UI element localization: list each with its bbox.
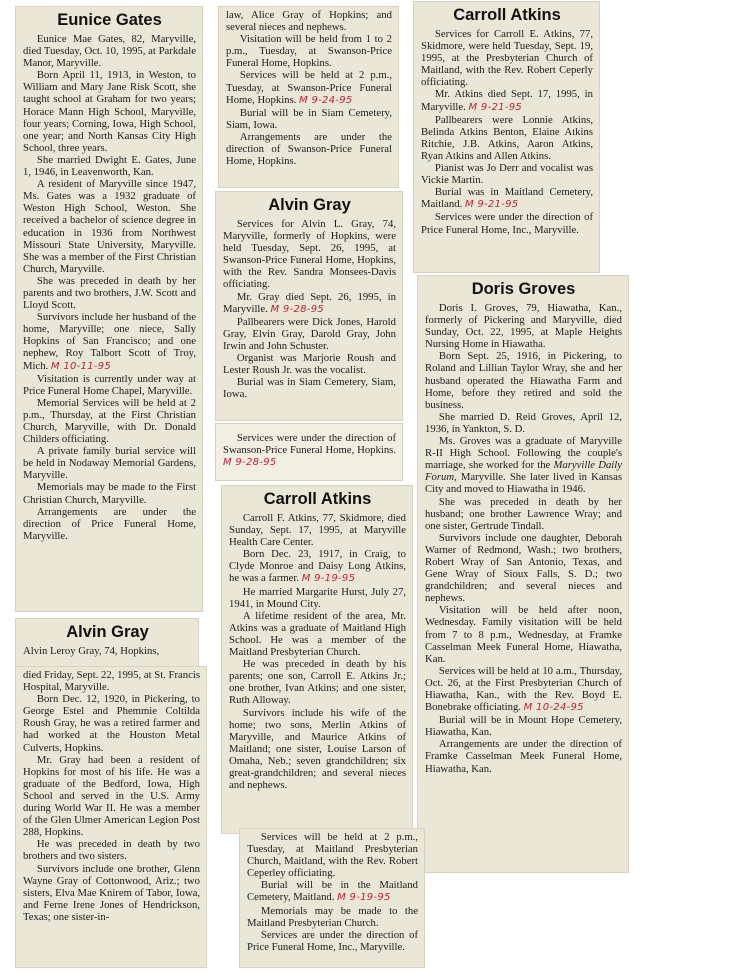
paragraph — [247, 879, 418, 904]
paragraph: She was preceded in death by her parents and two brothers, J.W. Scott and Lloyd Scott. — [23, 274, 196, 312]
paragraph: Visitation is currently under way at Price Funeral Home Chapel, Maryville. — [23, 372, 196, 397]
paragraph-text: Mr. Gray died Sept. 26, 1995, in Maryville. — [223, 290, 396, 315]
paragraph: She married Dwight E. Gates, June 1, 1946, in Leavenworth, Kan. — [23, 153, 196, 179]
paragraph: Services will be held at 2 p.m., Tuesday, at Maitland Presbyterian Church, Maitland, with the Rev. Robert Ceperley officiating. — [247, 831, 418, 880]
paragraph: He was preceded in death by two brothers and two sisters. — [23, 838, 200, 863]
obituary-carroll-atkins — [222, 486, 412, 833]
obituary-title: Carroll Atkins — [263, 490, 372, 508]
obituary-carroll-atkins-continuation — [240, 829, 424, 967]
paragraph-text: Burial was in Maitland Cemetery, Maitland. — [421, 186, 593, 211]
paragraph: Visitation will be held after noon, Wednesday. Family visitation will be held from 7 to 8 p.m., Wednesday, at Framke Casselman Meek Funeral Home, Hiawatha, Kan. — [425, 604, 622, 665]
paragraph-text: Ms. Groves was a graduate of Maryville R-II High School. Following the couple's marriage, she worked for the — [425, 435, 622, 472]
paragraph-text: Born Dec. 23, 1917, in Craig, to Clyde Monroe and Daisy Long Atkins, he was a farmer. — [229, 548, 406, 585]
obituary-title: Eunice Gates — [57, 11, 162, 29]
handwritten-date-note: M 9-28-95 — [223, 457, 277, 469]
paragraph: Services for Alvin L. Gray, 74, Maryville, formerly of Hopkins, were held Tuesday, Sept. 26, 1995, at Swanson-Price Funeral Home, Hopkins, with the Rev. Sandra Monsees-Davis officiating. — [223, 218, 396, 291]
paragraph — [223, 291, 396, 316]
paragraph: Arrangements are under the direction of Price Funeral Home, Maryville. — [23, 505, 196, 542]
paragraph: Memorials may be made to the Maitland Presbyterian Church. — [247, 904, 418, 929]
paragraph: Carroll F. Atkins, 77, Skidmore, died Sunday, Sept. 17, 1995, at Maryville Health Care Center. — [229, 512, 406, 549]
obituary-title: Alvin Gray — [268, 196, 351, 214]
paragraph-text: , Maryville. She later lived in Kansas City and moved to Hiawatha in 1946. — [425, 471, 622, 496]
paragraph: Memorials may be made to the First Christian Church, Maryville. — [23, 481, 196, 506]
paragraph: Survivors include one brother, Glenn Wayne Gray of Cottonwood, Ariz.; two sisters, Elva Mae Knirem of Tabor, Iowa, and Ferne Irene Jones of Hendrickson, Texas; one sister-in- — [23, 862, 200, 923]
paragraph: She married D. Reid Groves, April 12, 1936, in Yankton, S. D. — [425, 410, 622, 435]
obituary-alvin-gray-continuation — [219, 7, 398, 187]
paragraph: She was preceded in death by her husband; one brother Lawrence Wray; and one sister, Gertrude Tindall. — [425, 495, 622, 532]
handwritten-date-note: M 9-19-95 — [337, 892, 391, 904]
paragraph: He married Margarite Hurst, July 27, 1941, in Mound City. — [229, 585, 406, 610]
paragraph: Services were under the direction of Price Funeral Home, Inc., Maryville. — [421, 211, 593, 236]
paragraph: A lifetime resident of the area, Mr. Atkins was a graduate of Maitland High School. He was a member of the Maitland Presbyterian Church. — [229, 609, 406, 659]
paragraph: Organist was Marjorie Roush and Lester Roush Jr. was the vocalist. — [223, 352, 396, 377]
paragraph — [425, 435, 622, 495]
obituary-carroll-atkins-services — [414, 2, 599, 272]
paragraph: Memorial Services will be held at 2 p.m., Thursday, at the First Christian Church, Maryville, with Dr. Donald Childers officiating. — [23, 396, 196, 446]
paragraph: Alvin Leroy Gray, 74, Hopkins, — [23, 645, 160, 657]
paragraph: law, Alice Gray of Hopkins; and several nieces and nephews. — [226, 9, 392, 34]
paragraph — [226, 69, 392, 106]
paragraph: Doris I. Groves, 79, Hiawatha, Kan., formerly of Pickering and Maryville, died Sunday, Oct. 22, 1995, at Maple Heights Nursing Home in Hiawatha. — [425, 302, 622, 351]
handwritten-date-note: M 10-24-95 — [523, 702, 584, 714]
paragraph — [23, 311, 196, 372]
obituary-title: Carroll Atkins — [453, 6, 561, 24]
obituary-eunice-gates — [16, 7, 202, 611]
paragraph: Eunice Mae Gates, 82, Maryville, died Tuesday, Oct. 10, 1995, at Parkdale Manor, Maryville. — [23, 33, 196, 70]
paragraph: Survivors include one daughter, Deborah Warner of Redmond, Wash.; two brothers, Robert Wray of San Antonio, Texas, and Gene Wray of Sioux Falls, S. D.; two grandchildren; and several nieces and nephews. — [425, 531, 622, 605]
obituary-alvin-gray — [16, 667, 206, 967]
paragraph-text: Services were under the direction of Swanson-Price Funeral Home, Hopkins. — [223, 432, 396, 457]
obituary-alvin-gray-header — [16, 619, 198, 667]
paragraph: Arrangements are under the direction of Framke Casselman Meek Funeral Home, Hiawatha, Kan. — [425, 738, 622, 775]
paragraph-text: Mr. Atkins died Sept. 17, 1995, in Maryville. — [421, 88, 593, 113]
paragraph: Mr. Gray had been a resident of Hopkins for most of his life. He was a graduate of the Bedford, Iowa, High School and served in the U.S. Army during World War II. He was a member of the Glen Ulmer American Legion Post 288, Hopkins. — [23, 753, 200, 839]
handwritten-date-note: M 10-11-95 — [50, 360, 112, 372]
paragraph — [421, 88, 593, 113]
paragraph-text: Services will be held at 2 p.m., Tuesday, at Swanson-Price Funeral Home, Hopkins. — [226, 69, 392, 106]
handwritten-date-note: M 9-28-95 — [270, 303, 325, 315]
paragraph — [421, 186, 593, 211]
obituary-alvin-gray-note — [216, 424, 402, 480]
paragraph: A private family burial service will be held in Nodaway Memorial Gardens, Maryville. — [23, 445, 196, 482]
paragraph: died Friday, Sept. 22, 1995, at St. Francis Hospital, Maryville. — [23, 669, 200, 694]
obituary-title: Doris Groves — [471, 280, 576, 298]
paragraph: He was preceded in death by his parents; one son, Carroll E. Atkins Jr.; one brother, Ivan Atkins; and one sister, Ruth Alloway. — [229, 658, 406, 707]
paragraph: Survivors include his wife of the home; two sons, Merlin Atkins of Maryville, and Maurice Atkins of Maitland; one sister, Louise Larson of Omaha, Neb.; seven grandchildren; six great-grandchildren; and several nieces and nephews. — [229, 706, 406, 792]
paragraph: Burial will be in Siam Cemetery, Siam, Iowa. — [226, 106, 392, 131]
paragraph-text: Burial will be in the Maitland Cemetery, Maitland. — [247, 879, 418, 904]
paragraph: Burial will be in Mount Hope Cemetery, Hiawatha, Kan. — [425, 714, 622, 739]
paragraph: Arrangements are under the direction of Swanson-Price Funeral Home, Hopkins. — [226, 130, 392, 168]
paragraph: Pianist was Jo Derr and vocalist was Vickie Martin. — [421, 162, 593, 187]
paragraph — [223, 432, 396, 469]
paragraph: Born Dec. 12, 1920, in Pickering, to George Estel and Phemmie Coltilda Roush Gray, he was a retired farmer and had worked at the Houston Metal Culverts, Hopkins. — [23, 693, 200, 754]
paragraph: Visitation will be held from 1 to 2 p.m., Tuesday, at Swanson-Price Funeral Home, Hopkins. — [226, 33, 392, 70]
paragraph: Pallbearers were Dick Jones, Harold Gray, Elvin Gray, Darold Gray, John Irwin and John Schuster. — [223, 315, 396, 352]
paragraph: Born April 11, 1913, in Weston, to William and Mary Jane Risk Scott, she taught school at Graham for two years; Horace Mann High School, Maryville, four years; Corning, Iowa, High School, one year; and North Kansas City High School, three years. — [23, 69, 196, 154]
paragraph: Services are under the direction of Price Funeral Home, Inc., Maryville. — [247, 928, 418, 953]
paragraph: Pallbearers were Lonnie Atkins, Belinda Atkins Benton, Elaine Atkins Ritchie, J.B. Atkins, Aaron Atkins, Ryan Atkins and Allen Atkins. — [421, 113, 593, 162]
paragraph-text: Survivors include her husband of the home, Maryville; one niece, Sally Hopkins of San Francisco; and one nephew, Roy Talbort Scott of Troy, Mich. — [23, 311, 196, 372]
paragraph: A resident of Maryville since 1947, Ms. Gates was a 1932 graduate of Weston High School, Weston. She received a bachelor of science degree in education in 1936 from Northwest Missouri State University, Maryville. She was a member of the First Christian Church, Maryville. — [23, 178, 196, 275]
handwritten-date-note: M 9-24-95 — [299, 94, 353, 106]
newspaper-name: Maryville Daily Forum — [425, 459, 622, 484]
obituary-title: Alvin Gray — [66, 623, 149, 641]
paragraph: Born Sept. 25, 1916, in Pickering, to Roland and Lillian Taylor Wray, she and her husband operated the Hiawatha Farm and Home, before they retired and sold the business. — [425, 350, 622, 411]
paragraph: Services for Carroll E. Atkins, 77, Skidmore, were held Tuesday, Sept. 19, 1995, at the Presbyterian Church of Maitland, with the Rev. Robert Ceperly officiating. — [421, 28, 593, 89]
obituary-alvin-gray-services — [216, 192, 402, 420]
handwritten-date-note: M 9-19-95 — [301, 573, 356, 585]
paragraph — [425, 665, 622, 714]
obituary-doris-groves — [418, 276, 628, 872]
paragraph: Burial was in Siam Cemetery, Siam, Iowa. — [223, 376, 396, 401]
handwritten-date-note: M 9-21-95 — [464, 199, 519, 211]
paragraph — [229, 548, 406, 585]
handwritten-date-note: M 9-21-95 — [468, 101, 523, 113]
paragraph-text: Services will be held at 10 a.m., Thursday, Oct. 26, at the First Presbyterian Church of Hiawatha, Kan., with the Rev. Boyd E. Bonebrake officiating. — [425, 664, 622, 714]
